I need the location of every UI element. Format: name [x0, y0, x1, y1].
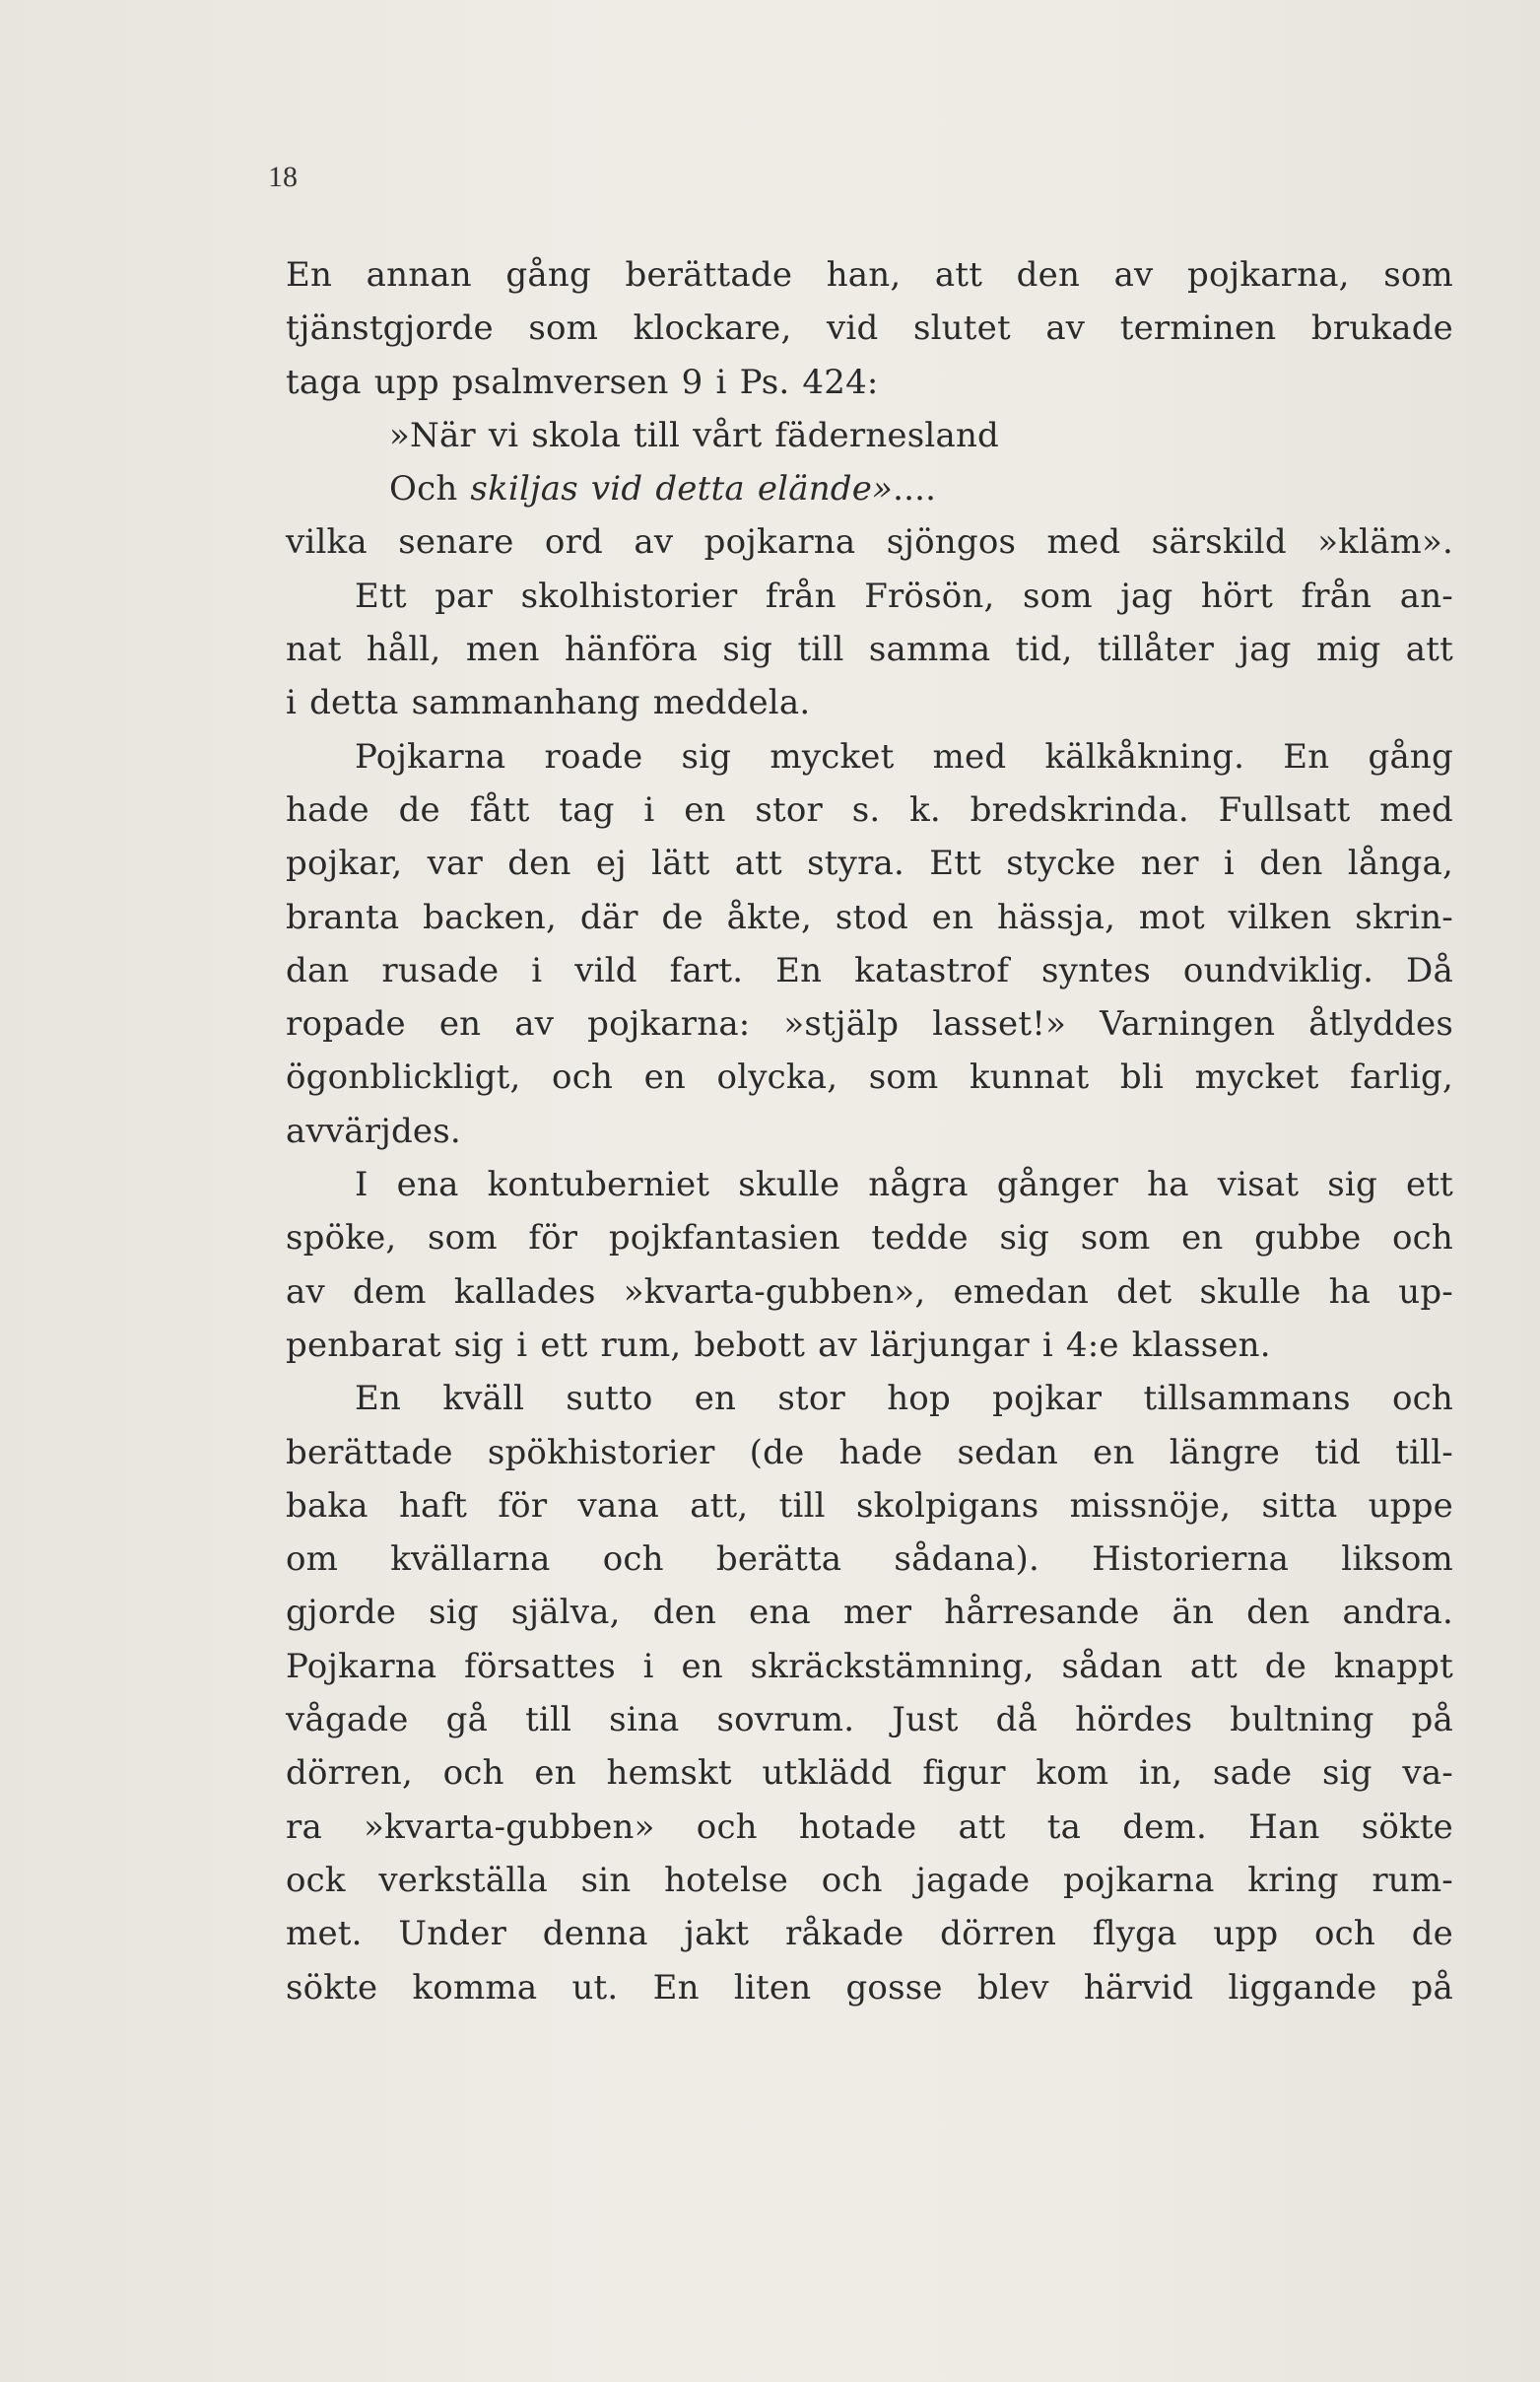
verse-italic-text: skiljas vid detta elände»: [470, 469, 894, 510]
text-line: hade de fått tag i en stor s. k. bredskrinda. Fullsatt med: [286, 789, 1453, 830]
text-line: En kväll sutto en stor hop pojkar tillsammans och: [355, 1379, 1453, 1419]
text-line: avvärjdes.: [286, 1111, 461, 1151]
text-line: Ett par skolhistorier från Frösön, som jag hört från an-: [355, 576, 1453, 616]
text-line: i detta sammanhang meddela.: [286, 683, 811, 723]
body-text: [286, 248, 1453, 2014]
text-line: nat håll, men hänföra sig till samma tid, tillåter jag mig att: [286, 630, 1453, 670]
text-line: [286, 462, 1453, 515]
verse-ellipsis: ....: [893, 469, 937, 510]
page-number: 18: [268, 161, 298, 193]
text-line: branta backen, där de åkte, stod en hässja, mot vilken skrin-: [286, 897, 1453, 937]
text-line: En annan gång berättade han, att den av pojkarna, som: [286, 255, 1453, 295]
text-line: dörren, och en hemskt utklädd figur kom in, sade sig va-: [286, 1753, 1453, 1794]
text-line: av dem kallades »kvarta-gubben», emedan det skulle ha up-: [286, 1271, 1453, 1312]
text-line: tjänstgjorde som klockare, vid slutet av terminen brukade: [286, 308, 1453, 349]
text-line: ropade en av pojkarna: »stjälp lasset!» Varningen åtlyddes: [286, 1004, 1453, 1045]
text-line: baka haft för vana att, till skolpigans missnöje, sitta uppe: [286, 1485, 1453, 1526]
text-line: Pojkarna roade sig mycket med kälkåkning. En gång: [355, 736, 1453, 777]
text-line: om kvällarna och berätta sådana). Historierna liksom: [286, 1539, 1453, 1580]
text-line: spöke, som för pojkfantasien tedde sig som en gubbe och: [286, 1218, 1453, 1259]
text-line: met. Under denna jakt råkade dörren flyga upp och de: [286, 1914, 1453, 1954]
text-line: ra »kvarta-gubben» och hotade att ta dem. Han sökte: [286, 1806, 1453, 1847]
text-line: vilka senare ord av pojkarna sjöngos med särskild »kläm».: [286, 522, 1453, 563]
verse-text: Och: [389, 469, 471, 510]
text-line: gjorde sig själva, den ena mer hårresande än den andra.: [286, 1593, 1453, 1633]
text-line: sökte komma ut. En liten gosse blev härvid liggande på: [286, 1967, 1453, 2008]
text-line: pojkar, var den ej lätt att styra. Ett stycke ner i den långa,: [286, 844, 1453, 884]
text-line: taga upp psalmversen 9 i Ps. 424:: [286, 362, 879, 402]
text-line: penbarat sig i ett rum, bebott av lärjungar i 4:e klassen.: [286, 1325, 1271, 1365]
text-line: I ena kontuberniet skulle några gånger ha visat sig ett: [355, 1165, 1453, 1205]
text-line: Pojkarna försattes i en skräckstämning, sådan att de knappt: [286, 1646, 1453, 1686]
text-line: ögonblickligt, och en olycka, som kunnat bli mycket farlig,: [286, 1057, 1453, 1098]
text-line: berättade spökhistorier (de hade sedan en längre tid till-: [286, 1432, 1453, 1472]
text-line: vågade gå till sina sovrum. Just då hördes bultning på: [286, 1700, 1453, 1740]
text-line: ock verkställa sin hotelse och jagade pojkarna kring rum-: [286, 1860, 1453, 1900]
text-line: dan rusade i vild fart. En katastrof syntes oundviklig. Då: [286, 950, 1453, 990]
text-line: »När vi skola till vårt fädernesland: [389, 415, 1000, 455]
